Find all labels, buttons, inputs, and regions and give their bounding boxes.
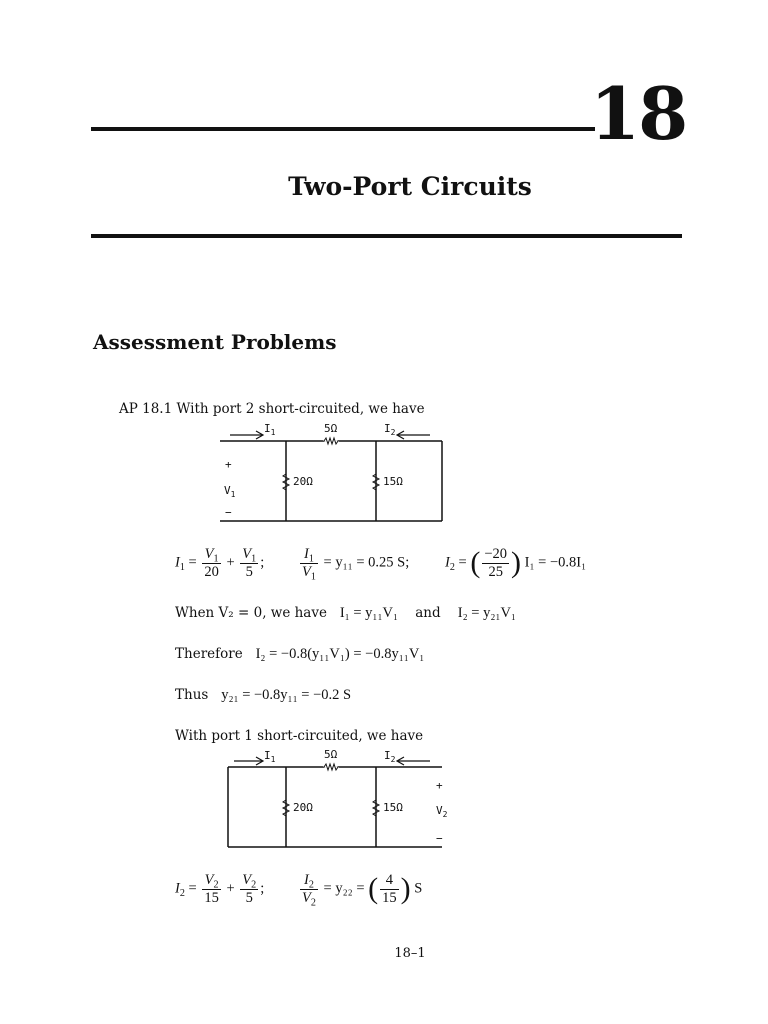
problem-label: AP 18.1 xyxy=(119,401,173,417)
chapter-top-rule xyxy=(91,127,595,131)
circuit1-right-resistor-label: 15Ω xyxy=(383,475,403,488)
circuit2-series-resistor-label: 5Ω xyxy=(324,748,338,761)
chapter-number: 18 xyxy=(590,71,687,156)
circuit1-plus: + xyxy=(225,458,232,471)
fraction-i1-over-v1: $\frac{I_1}{V_1}$ xyxy=(302,546,316,583)
circuit1-i2-label: $I_2$ xyxy=(384,422,396,437)
circuit-diagram-port2-short xyxy=(220,418,460,528)
circuit2-right-resistor-label: 15Ω xyxy=(383,801,403,814)
problem-intro xyxy=(119,401,425,417)
circuit1-i1-label: $I_1$ xyxy=(264,422,276,437)
fraction-minus20-over-25: $\frac{-20}{25}$ xyxy=(484,546,508,580)
circuit1-series-resistor-label: 5Ω xyxy=(324,422,338,435)
circuit1-minus: − xyxy=(225,506,232,519)
line-when-v2-zero: When V₂ = 0, we have I₁ = y₁₁V₁ and I₂ = y₂₁V₁ xyxy=(175,605,516,621)
equation-row-1: $I_1$ = $\frac{V_1}{20}$ + $\frac{V_1}{5}$ ; xyxy=(175,546,265,580)
circuit2-i1-label: $I_1$ xyxy=(264,749,276,764)
section-title: Assessment Problems xyxy=(93,330,337,354)
fraction-v1-over-5: $\frac{V_1}{5}$ xyxy=(242,546,257,580)
fraction-i2-over-v2: $\frac{I_2}{V_2}$ xyxy=(302,872,316,909)
problem-intro-2: With port 1 short-circuited, we have xyxy=(175,728,424,744)
fraction-v1-over-20: $\frac{V_1}{20}$ xyxy=(204,546,219,580)
circuit2-v2-label: $V_2$ xyxy=(436,804,448,819)
page-number: 18–1 xyxy=(394,946,426,961)
equation-i2: $I_2$ = ( $\frac{-20}{25}$ ) I₁ = −0.8I₁ xyxy=(445,546,587,580)
problem-intro-text: With port 2 short-circuited, we have xyxy=(176,401,425,417)
equation-y11: $\frac{I_1}{V_1}$ = y₁₁ = 0.25 S; xyxy=(302,546,410,583)
chapter-title: Two-Port Circuits xyxy=(288,172,532,201)
line-thus: Thus y₂₁ = −0.8y₁₁ = −0.2 S xyxy=(175,687,352,703)
circuit2-minus: − xyxy=(436,832,443,845)
circuit1-left-resistor-label: 20Ω xyxy=(293,475,313,488)
circuit2-i2-label: $I_2$ xyxy=(384,749,396,764)
fraction-v2-over-5: $\frac{V_2}{5}$ xyxy=(242,872,257,906)
circuit2-plus: + xyxy=(436,779,443,792)
fraction-4-over-15: $\frac{4}{15}$ xyxy=(382,872,397,906)
chapter-bottom-rule xyxy=(91,234,682,238)
line-therefore: Therefore I₂ = −0.8(y₁₁V₁) = −0.8y₁₁V₁ xyxy=(175,646,425,662)
circuit-diagram-port1-short xyxy=(220,746,460,864)
equation-row-2: $I_2$ = $\frac{V_2}{15}$ + $\frac{V_2}{5}$ ; xyxy=(175,872,265,906)
fraction-v2-over-15: $\frac{V_2}{15}$ xyxy=(204,872,219,906)
circuit1-v1-label: $V_1$ xyxy=(224,484,236,499)
equation-y22: $\frac{I_2}{V_2}$ = y₂₂ = ( $\frac{4}{15}$ ) S xyxy=(302,872,423,909)
circuit2-left-resistor-label: 20Ω xyxy=(293,801,313,814)
